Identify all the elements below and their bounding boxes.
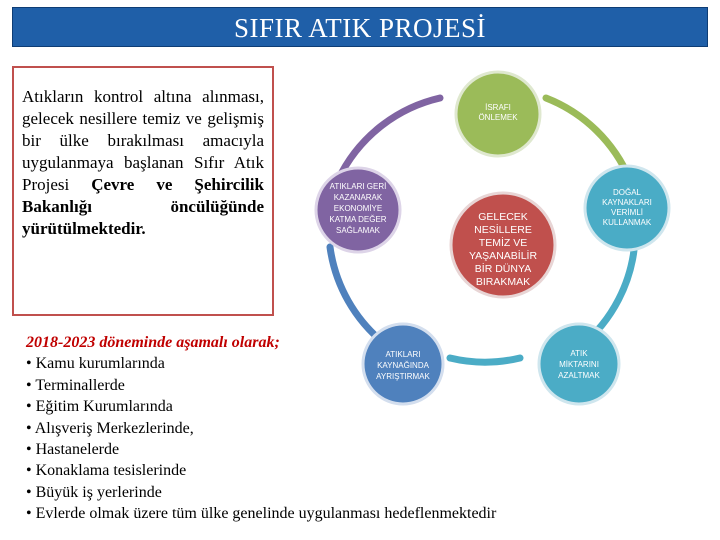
svg-text:VERİMLİ: VERİMLİ [610, 208, 644, 217]
svg-text:KAYNAĞINDA: KAYNAĞINDA [377, 361, 429, 370]
list-item: • Büyük iş yerlerinde [26, 483, 162, 501]
svg-text:SAĞLAMAK: SAĞLAMAK [335, 226, 381, 235]
svg-text:ATIK: ATIK [570, 349, 588, 358]
svg-text:EKONOMİYE: EKONOMİYE [333, 204, 383, 213]
center-circle [451, 193, 555, 297]
list-item: • Hastanelerde [26, 441, 120, 459]
list-item: • Terminallerde [26, 376, 125, 394]
svg-text:KATMA DEĞER: KATMA DEĞER [329, 215, 387, 224]
list-item: • Eğitim Kurumlarında [26, 398, 173, 416]
node-geri-kazanarak [316, 168, 400, 252]
center-line-6: BIRAKMAK [475, 276, 531, 288]
ring-arc-indigo-left [330, 247, 385, 344]
intro-text-box [12, 66, 274, 316]
rollout-list [26, 332, 626, 525]
list-heading: 2018-2023 döneminde aşamalı olarak; [26, 334, 280, 351]
rollout-items [26, 353, 626, 524]
svg-text:AZALTMAK: AZALTMAK [558, 371, 600, 380]
intro-bold-text: Çevre ve Şehircilik Bakanlığı öncülüğünde yürütülmektedir. [22, 175, 264, 238]
center-line-4: YAŞANABİLİR [468, 250, 538, 262]
intro-paragraph [22, 86, 264, 240]
svg-text:AYRIŞTIRMAK: AYRIŞTIRMAK [376, 372, 430, 381]
center-line-3: TEMİZ VE [478, 237, 528, 249]
center-line-5: BİR DÜNYA [474, 263, 532, 275]
svg-text:ATIKLARI: ATIKLARI [385, 350, 421, 359]
svg-text:KULLANMAK: KULLANMAK [602, 218, 652, 227]
svg-text:İSRAFI: İSRAFI [485, 103, 511, 112]
intro-regular-text: Atıkların kontrol altına alınması, gelecek nesillere temiz ve gelişmiş bir ülke bırakılması amacıyla uygulanmaya başlanan Sıfır Atık Projesi [22, 87, 264, 194]
page-title: SIFIR ATIK PROJESİ [12, 7, 708, 47]
center-line-1: GELECEK [478, 211, 528, 223]
node-israfi-onlemek [456, 72, 540, 156]
svg-text:KAYNAKLARI: KAYNAKLARI [602, 198, 652, 207]
center-line-2: NESİLLERE [474, 224, 532, 236]
svg-text:DOĞAL: DOĞAL [612, 188, 642, 197]
list-item: • Evlerde olmak üzere tüm ülke genelinde uygulanması hedeflenmektedir [26, 505, 497, 523]
svg-text:MİKTARINI: MİKTARINI [559, 360, 599, 369]
list-item: • Konaklama tesislerinde [26, 462, 187, 480]
list-item: • Kamu kurumlarında [26, 355, 165, 373]
svg-text:ÖNLEMEK: ÖNLEMEK [478, 113, 518, 122]
list-item: • Alışveriş Merkezlerinde, [26, 419, 194, 437]
svg-text:KAZANARAK: KAZANARAK [333, 193, 383, 202]
svg-text:ATIKLARI GERİ: ATIKLARI GERİ [329, 182, 387, 191]
node-dogal-kaynaklari [585, 166, 669, 250]
